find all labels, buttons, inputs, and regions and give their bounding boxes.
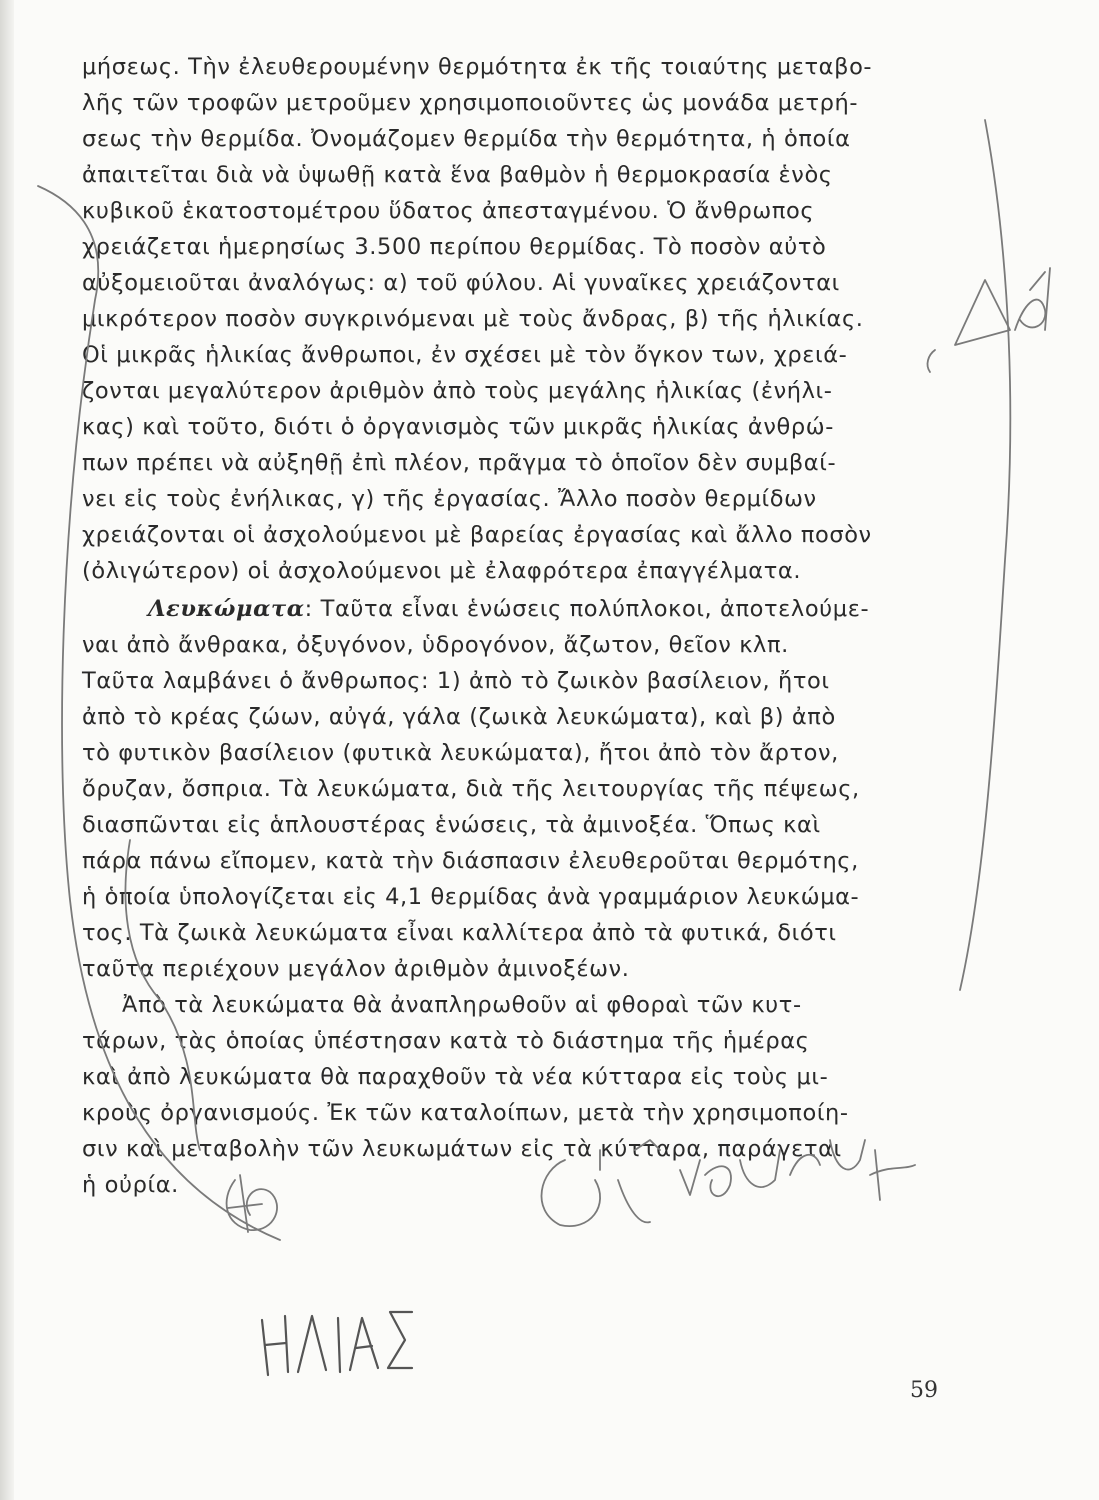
- text-line: κας) καὶ τοῦτο, διότι ὁ ὀργανισμὸς τῶν μικρᾶς ἡλικίας ἀνθρώ-: [82, 414, 834, 440]
- text-line: διασπῶνται εἰς ἁπλουστέρας ἑνώσεις, τὰ ἀμινοξέα. Ὅπως καὶ: [82, 812, 821, 838]
- text-line: Οἱ μικρᾶς ἡλικίας ἄνθρωποι, ἐν σχέσει μὲ τὸν ὄγκον των, χρειά-: [82, 342, 848, 368]
- text-line: ἡ ὁποία ὑπολογίζεται εἰς 4,1 θερμίδας ἀνὰ γραμμάριον λευκώμα-: [82, 884, 860, 910]
- text-line: τὸ φυτικὸν βασίλειον (φυτικὰ λευκώματα), ἤτοι ἀπὸ τὸν ἄρτον,: [82, 740, 839, 766]
- paragraph-first-line: Ἀπὸ τὰ λευκώματα θὰ ἀναπληρωθοῦν αἱ φθοραὶ τῶν κυτ-: [122, 992, 802, 1018]
- text-line: τος. Τὰ ζωικὰ λευκώματα εἶναι καλλίτερα ἀπὸ τὰ φυτικά, διότι: [82, 920, 837, 946]
- bottom-handwriting: [541, 1140, 915, 1226]
- scribble-mark: [227, 1175, 277, 1232]
- margin-handwriting: [928, 268, 1050, 372]
- text-line: ζονται μεγαλύτερον ἀριθμὸν ἀπὸ τοὺς μεγάλης ἡλικίας (ἐνήλι-: [82, 378, 833, 404]
- text-line: χρειάζονται οἱ ἀσχολούμενοι μὲ βαρείας ἐργασίας καὶ ἄλλο ποσὸν: [82, 522, 872, 548]
- text-line: χρειάζεται ἡμερησίως 3.500 περίπου θερμίδας. Τὸ ποσὸν αὐτὸ: [82, 234, 827, 260]
- pencil-oval-mark-right: [960, 120, 1010, 990]
- text-line: (ὀλιγώτερον) οἱ ἀσχολούμενοι μὲ ἐλαφρότερα ἐπαγγέλματα.: [82, 558, 802, 584]
- text-line: ἀπὸ τὸ κρέας ζώων, αὐγά, γάλα (ζωικὰ λευκώματα), καὶ β) ἀπὸ: [82, 704, 836, 730]
- text-line: ἡ οὐρία.: [82, 1172, 179, 1198]
- pencil-oval-mark: [38, 186, 280, 1240]
- text-line: Ταῦτα λαμβάνει ὁ ἄνθρωπος: 1) ἀπὸ τὸ ζωικὸν βασίλειον, ἤτοι: [82, 668, 830, 694]
- text-line: σιν καὶ μεταβολὴν τῶν λευκωμάτων εἰς τὰ κύτταρα, παράγεται: [82, 1136, 842, 1162]
- text-line: νει εἰς τοὺς ἐνήλικας, γ) τῆς ἐργασίας. Ἄλλο ποσὸν θερμίδων: [82, 486, 817, 512]
- text-line: κροὺς ὀργανισμούς. Ἐκ τῶν καταλοίπων, μετὰ τὴν χρησιμοποίη-: [82, 1100, 849, 1126]
- text-line: αὐξομειοῦται ἀναλόγως: α) τοῦ φύλου. Αἱ γυναῖκες χρειάζονται: [82, 270, 840, 296]
- section-heading: Λευκώματα: [148, 596, 305, 622]
- text-line: μήσεως. Τὴν ἐλευθερουμένην θερμότητα ἐκ τῆς τοιαύτης μεταβο-: [82, 54, 873, 80]
- text-line: λῆς τῶν τροφῶν μετροῦμεν χρησιμοποιοῦντες ὡς μονάδα μετρή-: [82, 90, 859, 116]
- text-line: ὄρυζαν, ὄσπρια. Τὰ λευκώματα, διὰ τῆς λειτουργίας τῆς πέψεως,: [82, 776, 860, 802]
- text-line: ἀπαιτεῖται διὰ νὰ ὑψωθῇ κατὰ ἕνα βαθμὸν ἡ θερμοκρασία ἑνὸς: [82, 162, 833, 188]
- text-line: πάρα πάνω εἴπομεν, κατὰ τὴν διάσπασιν ἐλευθεροῦται θερμότης,: [82, 848, 859, 874]
- text-line: τάρων, τὰς ὁποίας ὑπέστησαν κατὰ τὸ διάστημα τῆς ἡμέρας: [82, 1028, 810, 1054]
- text-line: σεως τὴν θερμίδα. Ὀνομάζομεν θερμίδα τὴν θερμότητα, ἡ ὁποία: [82, 126, 851, 152]
- page-number: 59: [910, 1378, 938, 1403]
- text-line: ταῦτα περιέχουν μεγάλον ἀριθμὸν ἀμινοξέων.: [82, 956, 630, 982]
- text-line: πων πρέπει νὰ αὐξηθῇ ἐπὶ πλέον, πρᾶγμα τὸ ὁποῖον δὲν συμβαί-: [82, 450, 837, 476]
- pencil-oval-mark-left-inner: [125, 840, 200, 1150]
- text-line: μικρότερον ποσὸν συγκρινόμεναι μὲ τοὺς ἄνδρας, β) τῆς ἡλικίας.: [82, 306, 864, 332]
- handwritten-name: [262, 1312, 412, 1375]
- text-line: καὶ ἀπὸ λευκώματα θὰ παραχθοῦν τὰ νέα κύτταρα εἰς τοὺς μι-: [82, 1064, 829, 1090]
- section-heading-rest: : Ταῦτα εἶναι ἑνώσεις πολύπλοκοι, ἀποτελούμε-: [304, 596, 870, 622]
- text-line: κυβικοῦ ἑκατοστομέτρου ὕδατος ἀπεσταγμένου. Ὁ ἄνθρωπος: [82, 198, 815, 224]
- text-line: ναι ἀπὸ ἄνθρακα, ὀξυγόνον, ὑδρογόνον, ἄζωτον, θεῖον κλπ.: [82, 632, 789, 658]
